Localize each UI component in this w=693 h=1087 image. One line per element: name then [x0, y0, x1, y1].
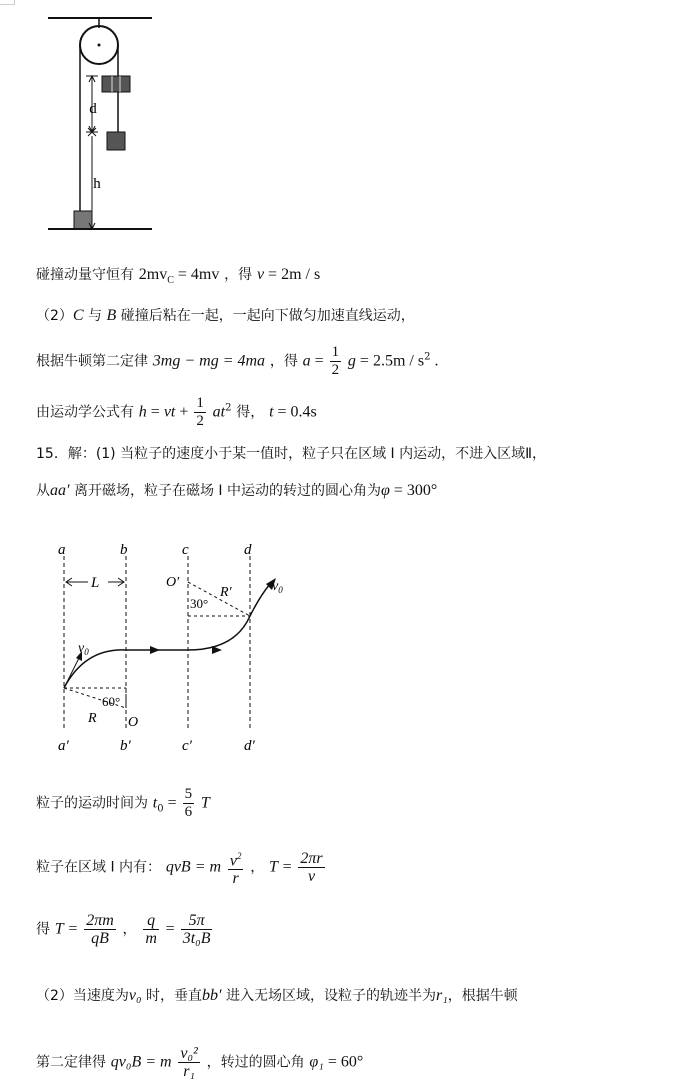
line-kinematics: 由运动学公式有 h = vt + $\frac{1}{2}$ $at^2$ 得， t = 0.4s	[36, 395, 317, 429]
block-c	[102, 76, 130, 92]
svg-text:c: c	[182, 542, 189, 558]
svg-text:R′: R′	[220, 585, 232, 600]
svg-text:a′: a′	[58, 738, 69, 754]
magnetic-field-figure	[40, 538, 300, 758]
page-corner-mark	[0, 0, 15, 5]
svg-text:30°: 30°	[190, 596, 209, 611]
pulley-figure	[40, 10, 160, 235]
label-d: d	[89, 101, 97, 117]
svg-text:60°: 60°	[102, 694, 121, 709]
block-a	[74, 211, 92, 229]
label-h: h	[93, 176, 101, 192]
fraction-5-6: $\frac{5}{6}$	[184, 786, 193, 820]
svg-text:a: a	[58, 542, 66, 558]
block-b	[107, 132, 125, 150]
fraction-half-2: $\frac{1}{2}$	[196, 395, 204, 429]
svg-text:b′: b′	[120, 738, 131, 754]
line-period: 得 T = $\frac{2\pi m}{qB}$ ， $\frac{q}{m}$ = $\frac{5\pi}{\text{3t₀B}}$	[36, 912, 211, 947]
svg-text:O: O	[128, 715, 139, 730]
line-time: 粒子的运动时间为 $t_0$ = $\frac{5}{6}$ T	[36, 786, 210, 820]
svg-text:L: L	[91, 575, 100, 591]
svg-text:v0: $v_0$	[78, 641, 89, 657]
line-collision: （2）C 与 B 碰撞后粘在一起，一起向下做匀加速直线运动，	[36, 307, 415, 324]
line-exit-angle: 从aa′ 离开磁场，粒子在磁场 I 中运动的转过的圆心角为φ = 300°	[36, 482, 438, 499]
svg-text:v0: $v_0$	[272, 579, 283, 595]
line-momentum: 碰撞动量守恒有 $2mv_C = 4mv$ ，得 v = 2m / s	[36, 266, 321, 287]
trajectory	[64, 584, 270, 688]
svg-text:O′: O′	[166, 575, 180, 590]
line-region1: 粒子在区域 I 内有： qvB = m $\frac{v^2}{r}$ ， T = $\frac{2\pi r}{v}$	[36, 848, 327, 887]
pulley-axle	[98, 44, 101, 47]
line-q15: 15．解：(1) 当粒子的速度小于某一值时，粒子只在区域 I 内运动，不进入区域Ⅱ，	[36, 446, 547, 462]
line-newton: 根据牛顿第二定律 3mg − mg = 4ma ，得 a = $\frac{1}{2}$ $g = 2.5m / s^2$ .	[36, 344, 439, 378]
svg-text:R: R	[88, 711, 97, 726]
svg-text:d: d	[244, 542, 252, 558]
svg-text:d′: d′	[244, 738, 255, 754]
svg-text:b: b	[120, 542, 128, 558]
line-newton2: 第二定律得 qv₀B = m $\frac{\text{v₀²}}{\text{r₁}}$ ，转过的圆心角 φ₁ = 60°	[36, 1045, 364, 1080]
fraction-half: $\frac{1}{2}$	[331, 344, 340, 378]
line-part2: （2）当速度为v₀ 时，垂直bb′ 进入无场区域，设粒子的轨迹半为r₁，根据牛顿	[36, 987, 518, 1004]
svg-text:c′: c′	[182, 738, 192, 754]
